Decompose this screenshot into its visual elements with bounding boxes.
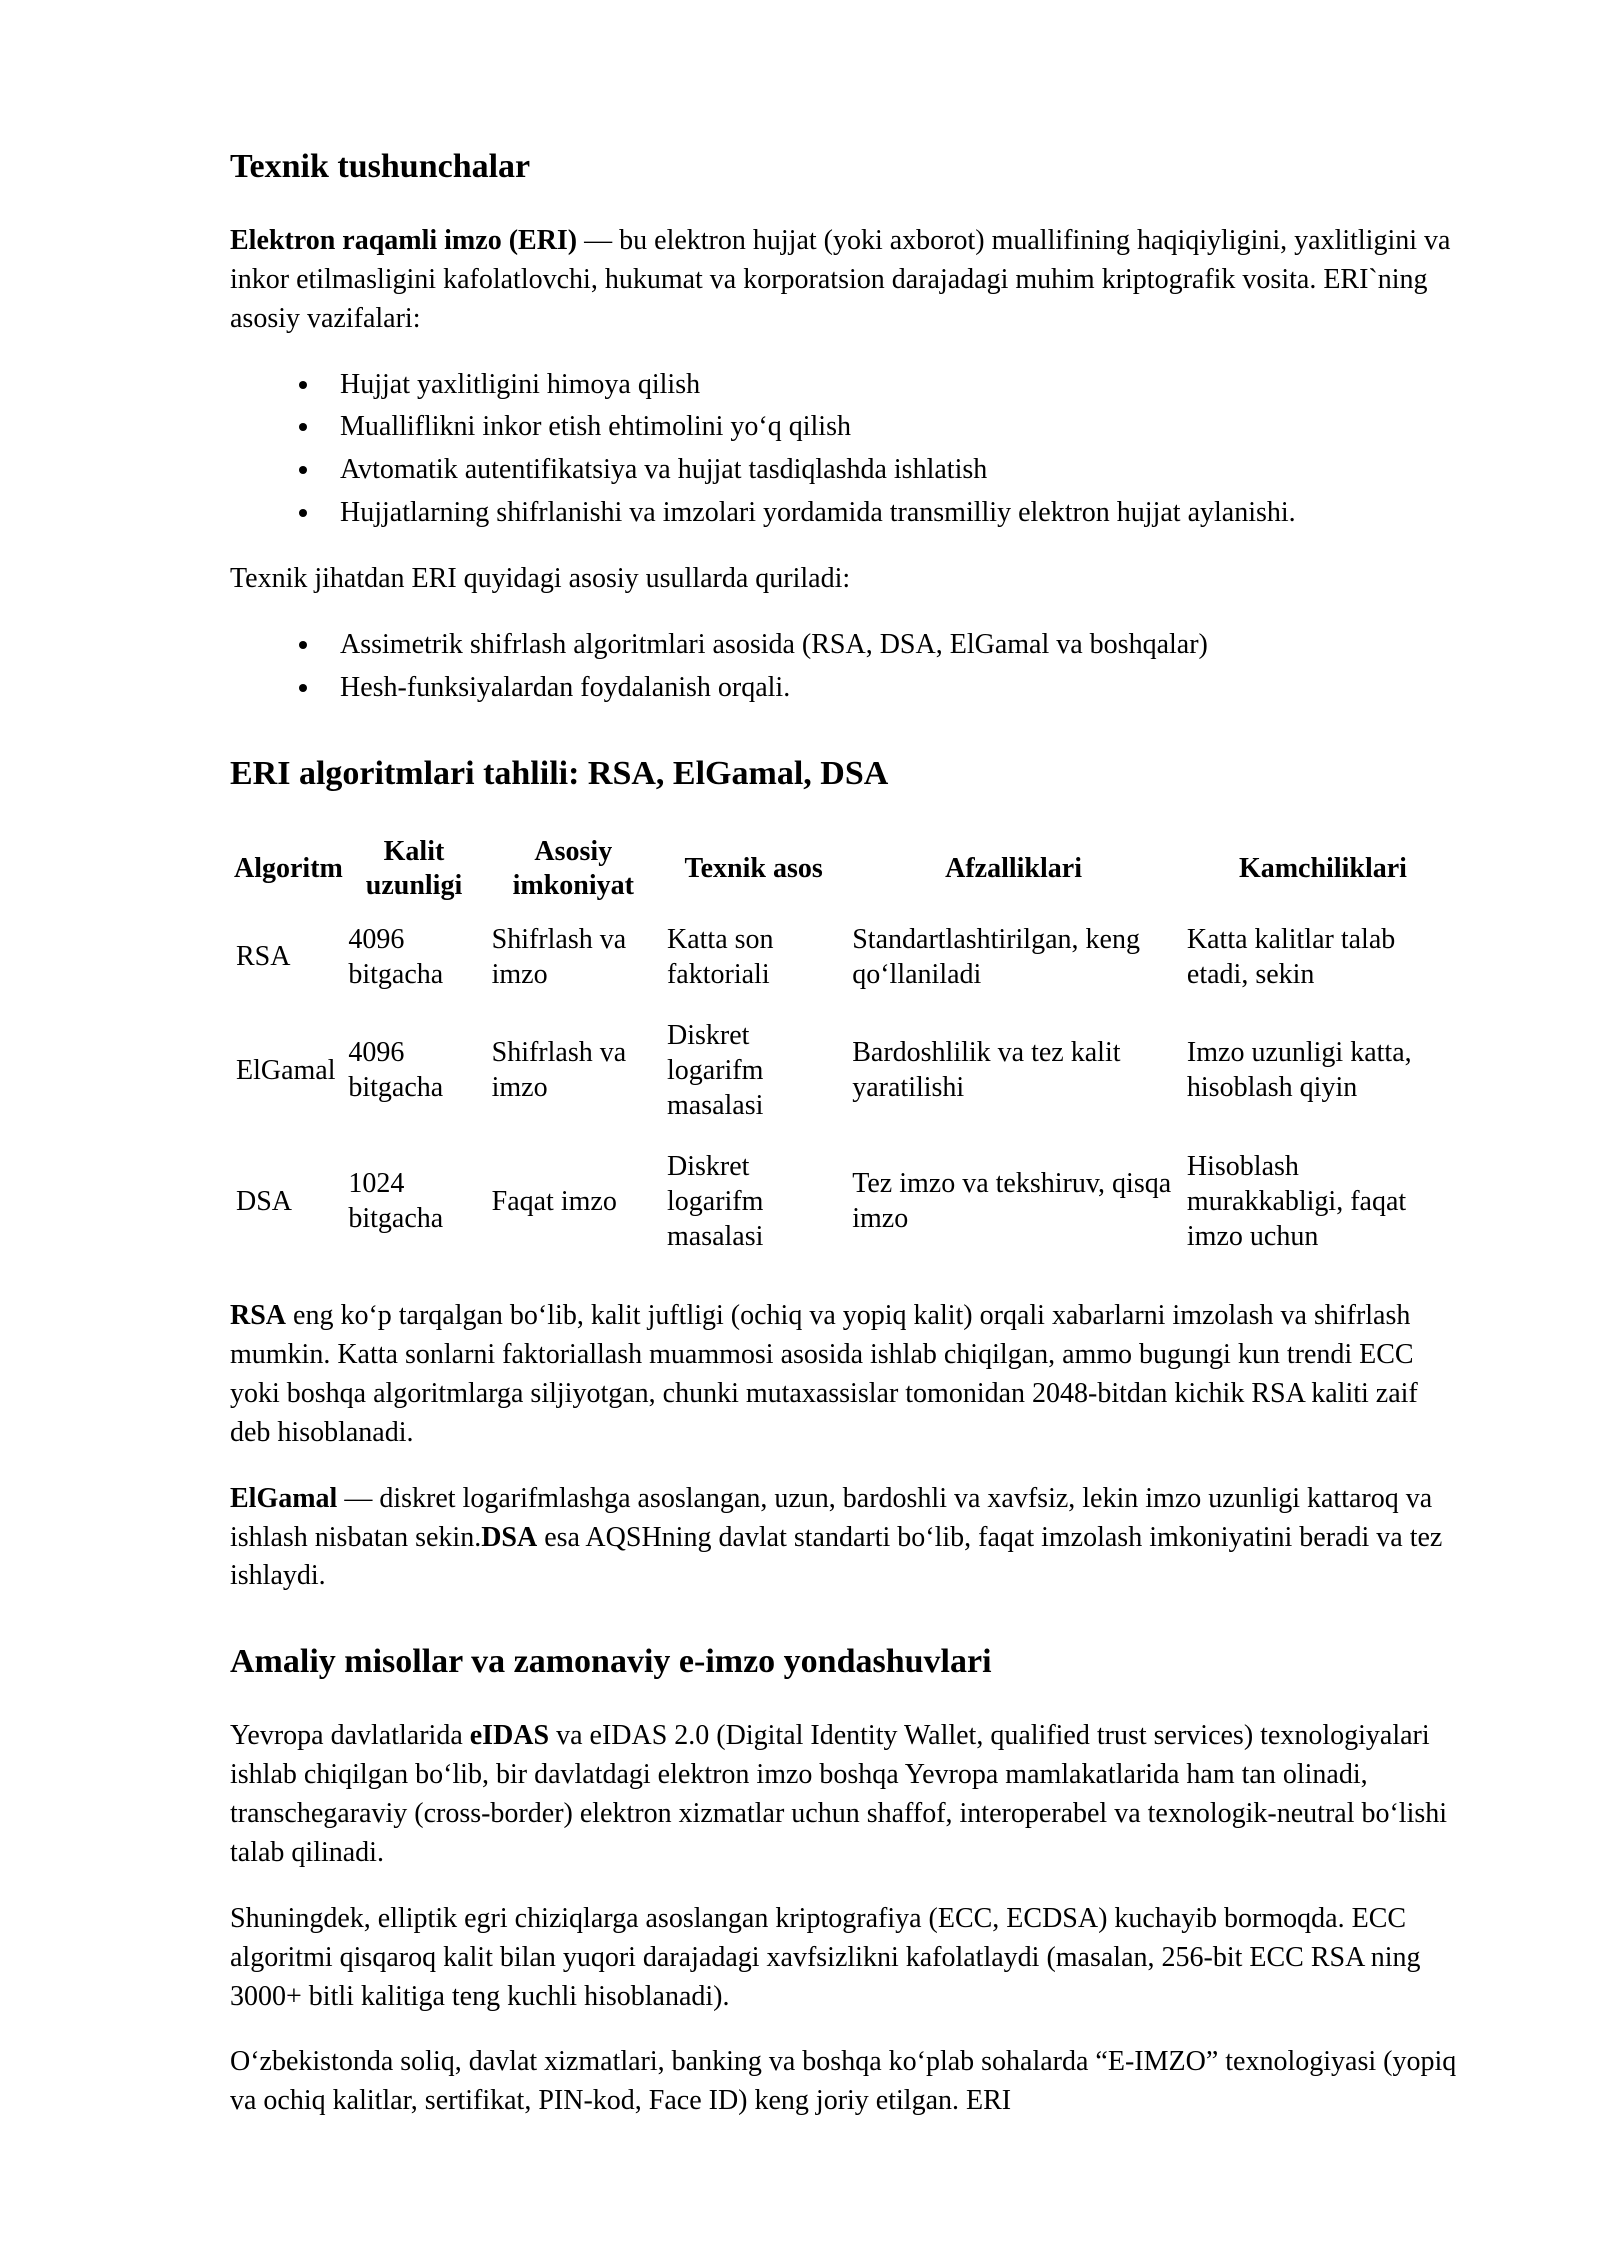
list-item: • Mualliflikni inkor etish ehtimolini yo‘q qilish [322,408,1465,447]
section-heading-texnik-tushunchalar: Texnik tushunchalar [230,148,531,185]
column-header-kamchiliklari: Kamchiliklari [1238,852,1407,884]
bold-run-elgamal: ElGamal [230,1482,338,1514]
paragraph-eidas [230,1717,1465,1873]
document-content [230,147,1465,2121]
cell-afzalliklari: Bardoshlilik va tez kalit yaratilishi [852,1037,1121,1104]
cell-kamchiliklari: Hisoblash murakkabligi, faqat imzo uchun [1186,1150,1407,1252]
bullet-list-vazifalar [230,366,1465,534]
cell-texnik-asos: Diskret logarifm masalasi [666,1019,764,1121]
paragraph-rsa [230,1297,1465,1453]
column-header-afzalliklari: Afzalliklari [945,852,1082,884]
text-run: — diskret logarifmlashga asoslangan, uzun, bardoshli va xavfsiz, lekin imzo uzunligi kattaroq va ishlash nisbatan sekin. [230,1482,1433,1553]
table-row-elgamal [230,1005,1465,1136]
paragraph-elgamal-dsa [230,1480,1465,1597]
list-item: • Hesh-funksiyalardan foydalanish orqali. [322,669,1465,708]
cell-kalit-uzunligi: 1024 bitgacha [348,1168,444,1235]
table-row-dsa [230,1136,1465,1267]
list-item: • Hujjat yaxlitligini himoya qilish [322,366,1465,405]
cell-asosiy-imkoniyat: Shifrlash va imzo [491,923,627,990]
cell-algoritm: RSA [236,941,291,973]
cell-kamchiliklari: Imzo uzunligi katta, hisoblash qiyin [1186,1037,1412,1104]
paragraph-eimzo: O‘zbekistonda soliq, davlat xizmatlari, banking va boshqa ko‘plab sohalarda “E-IMZO” texnologiyasi (yopiq va ochiq kalitlar, sertifikat, PIN-kod, Face ID) keng joriy etilgan. ERI [230,2046,1457,2117]
section-heading-amaliy-misollar: Amaliy misollar va zamonaviy e-imzo yondashuvlari [230,1643,992,1681]
table-row-rsa [230,909,1465,1005]
table-header-row [230,829,1465,909]
text-run: va eIDAS 2.0 (Digital Identity Wallet, qualified trust services) texnologiyalari ishlab chiqilgan bo‘lib, bir davlatdagi elektron imzo boshqa Yevropa mamlakatlarida ham tan olinadi, transchegaraviy (cross-border) elektron xizmatlar uchun shaffof, interoperabel va texnologik-neutral bo‘lishi talab qilinadi. [230,1720,1448,1868]
text-run: Yevropa davlatlarida [230,1720,470,1752]
text-run: — bu elektron hujjat (yoki axborot) muallifining haqiqiyligini, yaxlitligini va inkor etilmasligini kafolatlovchi, hukumat va korporatsion darajadagi muhim kriptografik vosita. ERI`ning asosiy vazifalari: [230,224,1451,334]
bold-run-eri: Elektron raqamli imzo (ERI) [230,224,578,256]
text-run: eng ko‘p tarqalgan bo‘lib, kalit juftligi (ochiq va yopiq kalit) orqali xabarlarni imzolash va shifrlash mumkin. Katta sonlarni faktoriallash muammosi asosida ishlab chiqilgan, ammo bugungi kun trendi ECC yoki boshqa algoritmlarga siljiyotgan, chunki mutaxassislar tomonidan 2048-bitdan kichik RSA kaliti zaif deb hisoblanadi. [230,1299,1418,1448]
cell-asosiy-imkoniyat: Faqat imzo [491,1185,617,1217]
list-item: • Avtomatik autentifikatsiya va hujjat tasdiqlashda ishlatish [322,451,1465,490]
paragraph-texnik-jihatdan: Texnik jihatdan ERI quyidagi asosiy usullarda quriladi: [230,563,851,595]
text-run: esa AQSHning davlat standarti bo‘lib, faqat imzolash imkoniyatini beradi va tez ishlaydi. [230,1521,1443,1592]
list-item: • Assimetrik shifrlash algoritmlari asosida (RSA, DSA, ElGamal va boshqalar) [322,626,1465,665]
column-header-texnik-asos: Texnik asos [684,852,823,884]
column-header-kalit-uzunligi: Kalit uzunligi [365,835,463,901]
column-header-asosiy-imkoniyat: Asosiy imkoniyat [512,835,634,901]
cell-texnik-asos: Katta son faktoriali [666,923,774,990]
cell-texnik-asos: Diskret logarifm masalasi [666,1150,764,1252]
list-item: • Hujjatlarning shifrlanishi va imzolari yordamida transmilliy elektron hujjat aylanishi. [322,494,1465,533]
cell-kamchiliklari: Katta kalitlar talab etadi, sekin [1186,923,1396,990]
cell-algoritm: DSA [236,1185,293,1217]
cell-afzalliklari: Tez imzo va tekshiruv, qisqa imzo [852,1168,1172,1235]
paragraph-ecc: Shuningdek, elliptik egri chiziqlarga asoslangan kriptografiya (ECC, ECDSA) kuchayib bormoqda. ECC algoritmi qisqaroq kalit bilan yuqori darajadagi xavfsizlikni kafolatlaydi (masalan, 256-bit ECC RSA ning 3000+ bitli kalitiga teng kuchli hisoblanadi). [230,1902,1421,2012]
bold-run-eidas: eIDAS [469,1720,550,1752]
cell-kalit-uzunligi: 4096 bitgacha [348,1037,444,1104]
paragraph-eri-definition [230,222,1465,339]
bold-run-dsa: DSA [481,1521,538,1553]
column-header-algoritm: Algoritm [234,852,343,884]
bullet-list-usullar [230,626,1465,708]
cell-asosiy-imkoniyat: Shifrlash va imzo [491,1037,627,1104]
section-heading-eri-algoritmlari: ERI algoritmlari tahlili: RSA, ElGamal, DSA [230,754,889,792]
cell-afzalliklari: Standartlashtirilgan, keng qo‘llaniladi [852,923,1140,990]
cell-kalit-uzunligi: 4096 bitgacha [348,923,444,990]
cell-algoritm: ElGamal [236,1054,336,1086]
bold-run-rsa: RSA [230,1299,287,1331]
algorithms-table [230,829,1465,1267]
